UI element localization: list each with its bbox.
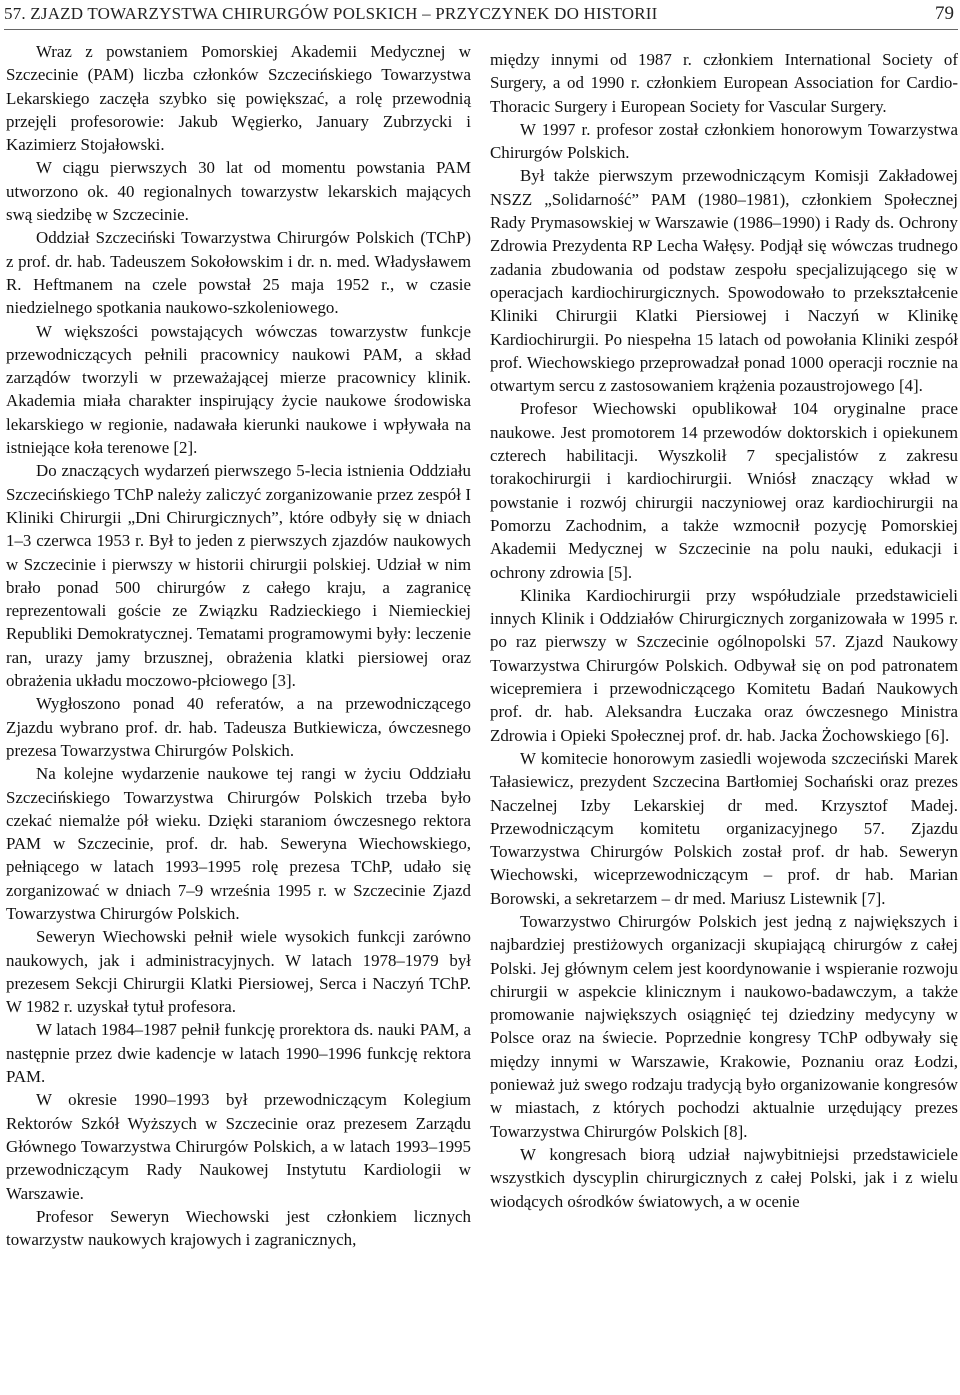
paragraph: Klinika Kardiochirurgii przy współudziale przedstawicieli innych Klinik i Oddziałów Chirurgicznych zorganizowała w 1995 r. po raz pierwszy w Szczecinie ogólnopolski 57. Zjazd Naukowy Towarzystwa Chirurgów Polskich. Odbywał się on pod patronatem wicepremiera i przewodniczącego Komitetu Badań Naukowych prof. dr. hab. Aleksandra Łuczaka oraz ówczesnego Ministra Zdrowia i Opieki Społecznej prof. dr. hab. Jacka Żochowskiego [6]. (490, 585, 958, 745)
paragraph: W 1997 r. profesor został członkiem honorowym Towarzystwa Chirurgów Polskich. (490, 119, 958, 163)
running-title: 57. ZJAZD TOWARZYSTWA CHIRURGÓW POLSKICH – PRZYCZYNEK DO HISTORII (4, 4, 658, 23)
paragraph: Profesor Seweryn Wiechowski jest członkiem licznych towarzystw naukowych krajowych i zagranicznych, (6, 1206, 471, 1250)
paragraph: W komitecie honorowym zasiedli wojewoda szczeciński Marek Tałasiewicz, prezydent Szczecina Bartłomiej Sochański oraz prezes Naczelnej Izby Lekarskiej dr med. Krzysztof Madej. Przewodniczącym komitetu organizacyjnego 57. Zjazdu Towarzystwa Chirurgów Polskich został prof. dr hab. Seweryn Wiechowski, wiceprzewodniczącym – prof. dr hab. Marian Borowski, a sekretarzem – dr med. Mariusz Listewnik [7]. (490, 748, 958, 908)
paragraph-continuation: między innymi od 1987 r. członkiem International Society of Surgery, a od 1990 r. członkiem European Association for Cardio-Thoracic Surgery i European Society for Vascular Surgery. (490, 50, 958, 116)
paragraph: Profesor Wiechowski opublikował 104 oryginalne prace naukowe. Jest promotorem 14 przewodów doktorskich i opiekunem czterech habilitacji. Wyszkolił 7 specjalistów z zakresu torakochirurgii i kardiochirurgii. Wniósł znaczący wkład w powstanie i rozwój chirurgii naczyniowej oraz kardiochirurgii na Pomorzu Zachodnim, a także wzmocnił pozycję Pomorskiej Akademii Medycznej w Szczecinie na polu nauki, edukacji i ochrony zdrowia [5]. (490, 399, 958, 582)
paragraph: Do znaczących wydarzeń pierwszego 5-lecia istnienia Oddziału Szczecińskiego TChP należy zaliczyć zorganizowanie przez zespół I Kliniki Chirurgii „Dni Chirurgicznych”, które odbyły się w dniach 1–3 czerwca 1953 r. Był to jeden z pierwszych zjazdów naukowych w Szczecinie i pierwszy w historii chirurgii polskiej. Udział w nim brało ponad 500 chirurgów z całego kraju, a zagranicę reprezentowali goście ze Związku Radzieckiego i Niemieckiej Republiki Demokratycznej. Tematami programowymi były: leczenie ran, urazy jamy brzusznej, obrażenia klatki piersiowej oraz obrażenia układu moczowo-płciowego [3]. (6, 461, 471, 691)
left-column (6, 40, 471, 1251)
paragraph: Był także pierwszym przewodniczącym Komisji Zakładowej NSZZ „Solidarność” PAM (1980–1981), członkiem Społecznej Rady Prymasowskiej w Warszawie (1986–1990) i Rady ds. Ochrony Zdrowia Prezydenta RP Lecha Wałęsy. Podjął się wówczas trudnego zadania zbudowania od podstaw zespołu specjalizującego się w operacjach kardiochirurgicznych. Spowodowało to przekształcenie Kliniki Chirurgii Klatki Piersiowej i Naczyń w Klinikę Kardiochirurgii. Po niespełna 15 latach od powołania Kliniki zespół prof. Wiechowskiego przeprowadzał ponad 1000 operacji rocznie na otwartym sercu z zastosowaniem krążenia pozaustrojowego [4]. (490, 166, 958, 396)
paragraph: Towarzystwo Chirurgów Polskich jest jedną z największych i najbardziej prestiżowych organizacji skupiającą chirurgów z całej Polski. Jej głównym celem jest koordynowanie i wspieranie rozwoju chirurgii w aspekcie klinicznym i naukowo-badawczym, a także promowanie największych osiągnięć tej dziedziny medycyny w Polsce oraz na świecie. Poprzednie kongresy TChP odbywały się między innymi w Warszawie, Krakowie, Poznaniu oraz Łodzi, ponieważ już swego rodzaju tradycją było organizowanie kongresów w miastach, z których pochodzi aktualnie urzędujący prezes Towarzystwa Chirurgów Polskich [8]. (490, 911, 958, 1141)
header-rule (4, 29, 958, 30)
paragraph: W większości powstających wówczas towarzystw funkcje przewodniczących pełnili pracownicy naukowi PAM, a skład zarządów tworzyli w przeważającej mierze pracownicy klinik. Akademia miała charakter inspirujący życie naukowe środowiska lekarskiego w regionie, nadawała kierunki naukowe i wpływała na istniejące koła terenowe [2]. (6, 321, 471, 458)
paragraph: Oddział Szczeciński Towarzystwa Chirurgów Polskich (TChP) z prof. dr. hab. Tadeuszem Sokołowskim i dr. n. med. Władysławem R. Heftmanem na czele powstał 25 maja 1952 r., w czasie niedzielnego spotkania naukowo-szkoleniowego. (6, 228, 471, 318)
paragraph: Seweryn Wiechowski pełnił wiele wysokich funkcji zarówno naukowych, jak i administracyjnych. W latach 1978–1979 był prezesem Sekcji Chirurgii Klatki Piersiowej, Serca i Naczyń TChP. W 1982 r. uzyskał tytuł profesora. (6, 927, 471, 1017)
paragraph: Na kolejne wydarzenie naukowe tej rangi w życiu Oddziału Szczecińskiego Towarzystwa Chirurgów Polskich trzeba było czekać niemalże pół wieku. Dzięki staraniom ówczesnego rektora PAM w Szczecinie, prof. dr. hab. Seweryna Wiechowskiego, pełniącego w latach 1993–1995 rolę prezesa TChP, udało się zorganizować w dniach 7–9 września 1995 r. w Szczecinie Zjazd Towarzystwa Chirurgów Polskich. (6, 764, 471, 923)
paragraph: Wraz z powstaniem Pomorskiej Akademii Medycznej w Szczecinie (PAM) liczba członków Szczecińskiego Towarzystwa Lekarskiego zaczęła szybko się powiększać, a rolę przewodnią przejęli profesorowie: Jakub Węgierko, January Zubrzycki i Kazimierz Stojałowski. (6, 42, 471, 155)
paragraph: W kongresach biorą udział najwybitniejsi przedstawiciele wszystkich dyscyplin chirurgicznych z całej Polski, jak i z wielu wiodących ośrodków światowych, a w ocenie (490, 1144, 958, 1211)
paragraph: Wygłoszono ponad 40 referatów, a na przewodniczącego Zjazdu wybrano prof. dr. hab. Tadeusza Butkiewicza, ówczesnego prezesa Towarzystwa Chirurgów Polskich. (6, 694, 471, 760)
paragraph: W ciągu pierwszych 30 lat od momentu powstania PAM utworzono ok. 40 regionalnych towarzystw lekarskich mających swą siedzibę w Szczecinie. (6, 158, 471, 225)
paragraph: W okresie 1990–1993 był przewodniczącym Kolegium Rektorów Szkół Wyższych w Szczecinie oraz prezesem Zarządu Głównego Towarzystwa Chirurgów Polskich, a w latach 1993–1995 przewodniczącym Rady Naukowej Instytutu Kardiologii w Warszawie. (6, 1090, 471, 1203)
page-number: 79 (935, 3, 954, 24)
right-column (490, 48, 958, 1213)
paragraph: W latach 1984–1987 pełnił funkcję prorektora ds. nauki PAM, a następnie przez dwie kadencje w latach 1990–1996 funkcję rektora PAM. (6, 1020, 471, 1087)
running-header (4, 4, 954, 26)
